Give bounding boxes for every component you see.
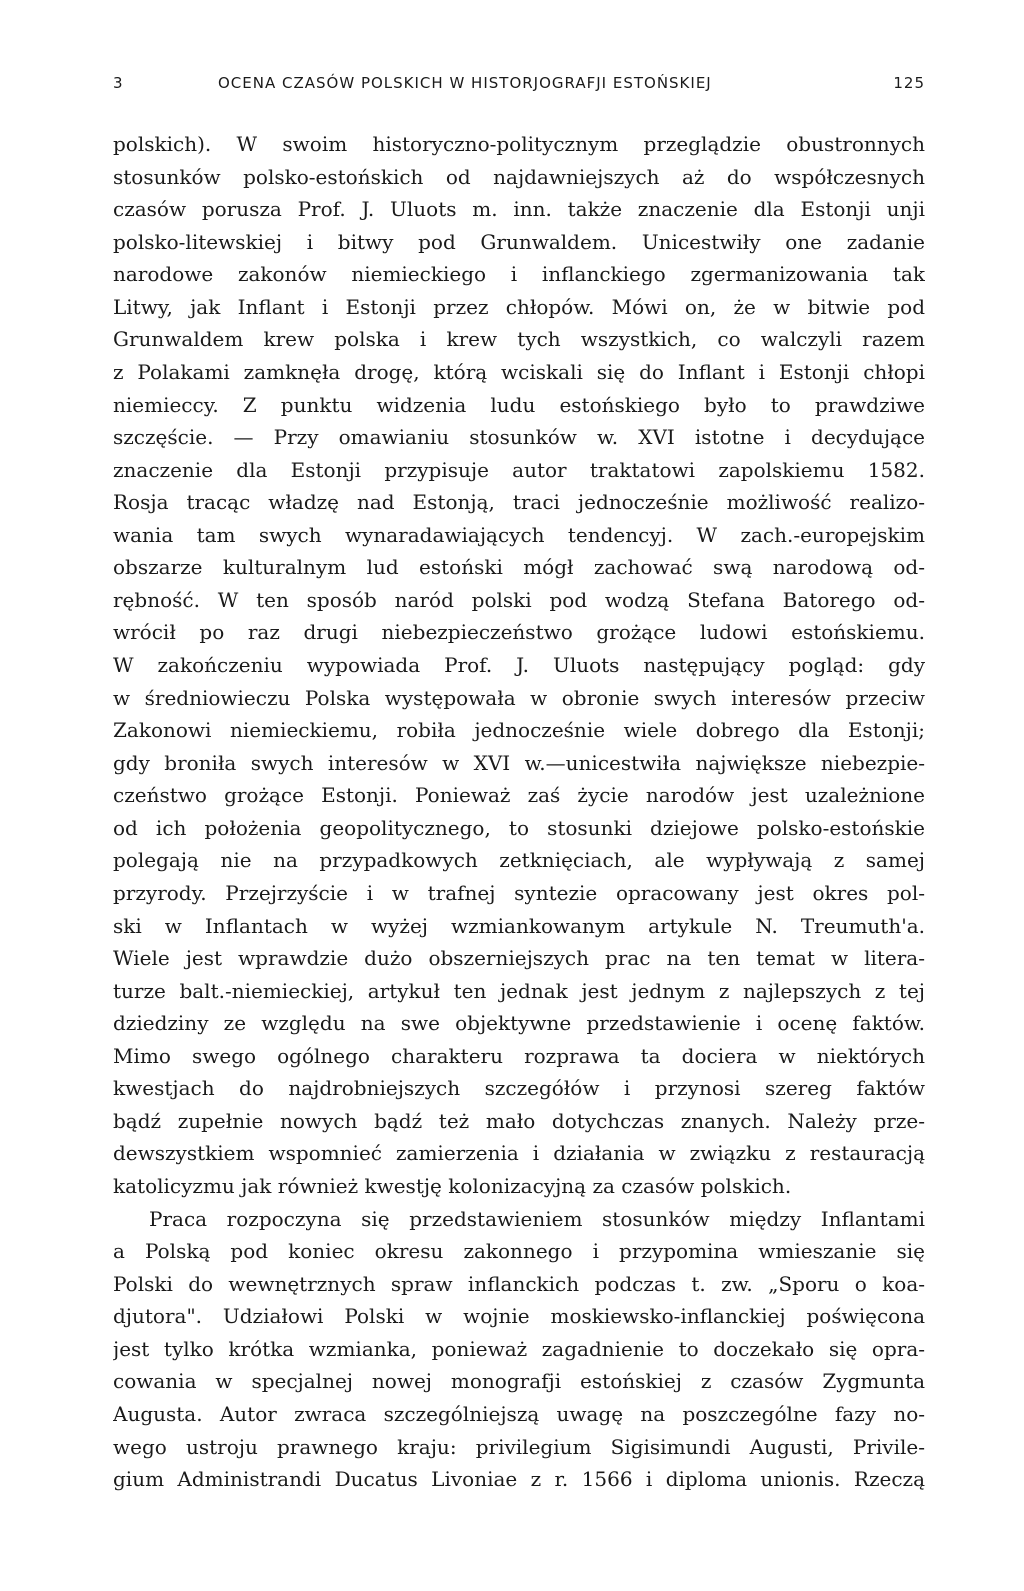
text-line: W zakończeniu wypowiada Prof. J. Uluots następujący pogląd: gdy	[113, 653, 925, 677]
text-line: od ich położenia geopolitycznego, to stosunki dziejowe polsko-estońskie	[113, 815, 925, 840]
text-line: z Polakami zamknęła drogę, którą wciskali się do Inflant i Estonji chłopi	[113, 359, 925, 384]
text-line: rębność. W ten sposób naród polski pod wodzą Stefana Batorego od-	[113, 587, 925, 612]
text-line: dziedziny ze względu na swe objektywne przedstawienie i ocenę faktów.	[113, 1011, 925, 1036]
body-text	[113, 128, 925, 1496]
text-line: ski w Inflantach w wyżej wzmiankowanym artykule N. Treumuth'a.	[113, 913, 925, 938]
text-line: Rosja tracąc władzę nad Estonją, traci jednocześnie możliwość realizo-	[113, 490, 925, 515]
text-line: niemieccy. Z punktu widzenia ludu estońskiego było to prawdziwe	[113, 392, 925, 417]
text-line: Litwy, jak Inflant i Estonji przez chłopów. Mówi on, że w bitwie pod	[113, 294, 925, 319]
text-line: znaczenie dla Estonji przypisuje autor traktatowi zapolskiemu 1582.	[113, 457, 925, 482]
text-line: djutora". Udziałowi Polski w wojnie moskiewsko-inflanckiej poświęcona	[113, 1304, 925, 1329]
page-number: 125	[893, 74, 925, 92]
text-line: w średniowieczu Polska występowała w obronie swych interesów przeciw	[113, 685, 925, 710]
signature-mark: 3	[113, 74, 124, 92]
text-line: wego ustroju prawnego kraju: privilegium Sigisimundi Augusti, Privile-	[113, 1434, 925, 1459]
text-line: czeństwo grożące Estonji. Ponieważ zaś życie narodów jest uzależnione	[113, 783, 925, 808]
text-line: katolicyzmu jak również kwestję kolonizacyjną za czasów polskich.	[113, 1174, 792, 1198]
text-line: czasów porusza Prof. J. Uluots m. inn. także znaczenie dla Estonji unji	[113, 197, 925, 222]
text-line: obszarze kulturalnym lud estoński mógł zachować swą narodową od-	[113, 555, 925, 580]
running-head	[113, 74, 925, 98]
text-line: polsko-litewskiej i bitwy pod Grunwaldem. Unicestwiły one zadanie	[113, 229, 925, 254]
text-line: dewszystkiem wspomnieć zamierzenia i działania w związku z restauracją	[113, 1141, 925, 1166]
text-line: Mimo swego ogólnego charakteru rozprawa ta dociera w niektórych	[113, 1043, 925, 1068]
text-line: stosunków polsko-estońskich od najdawniejszych aż do współczesnych	[113, 164, 925, 189]
text-line: jest tylko krótka wzmianka, ponieważ zagadnienie to doczekało się opra-	[113, 1336, 925, 1361]
text-line: cowania w specjalnej nowej monografji estońskiej z czasów Zygmunta	[113, 1369, 925, 1394]
paragraph	[113, 128, 925, 1203]
text-line: polegają nie na przypadkowych zetknięciach, ale wypływają z samej	[113, 848, 925, 873]
text-line: a Polską pod koniec okresu zakonnego i przypomina wmieszanie się	[113, 1239, 925, 1264]
text-line: przyrody. Przejrzyście i w trafnej syntezie opracowany jest okres pol-	[113, 880, 925, 905]
text-line: gdy broniła swych interesów w XVI w.—unicestwiła największe niebezpie-	[113, 750, 925, 775]
text-line: Zakonowi niemieckiemu, robiła jednocześnie wiele dobrego dla Estonji;	[113, 718, 925, 743]
text-line: narodowe zakonów niemieckiego i inflanckiego zgermanizowania tak	[113, 262, 925, 287]
text-line: Wiele jest wprawdzie dużo obszerniejszych prac na ten temat w litera-	[113, 946, 925, 971]
text-line: bądź zupełnie nowych bądź też mało dotychczas znanych. Należy prze-	[113, 1108, 925, 1133]
text-line: turze balt.-niemieckiej, artykuł ten jednak jest jednym z najlepszych z tej	[113, 978, 925, 1003]
text-line: Grunwaldem krew polska i krew tych wszystkich, co walczyli razem	[113, 327, 925, 352]
text-line: kwestjach do najdrobniejszych szczegółów i przynosi szereg faktów	[113, 1076, 925, 1101]
paragraph	[113, 1203, 925, 1496]
text-line: wrócił po raz drugi niebezpieczeństwo grożące ludowi estońskiemu.	[113, 620, 925, 645]
text-line: Praca rozpoczyna się przedstawieniem stosunków między Inflantami	[149, 1206, 925, 1231]
text-line: Polski do wewnętrznych spraw inflanckich podczas t. zw. „Sporu o koa-	[113, 1271, 925, 1296]
text-line: wania tam swych wynaradawiających tendencyj. W zach.-europejskim	[113, 522, 925, 547]
text-line: gium Administrandi Ducatus Livoniae z r. 1566 i diploma unionis. Rzeczą	[113, 1467, 925, 1492]
running-title: OCENA CZASÓW POLSKICH W HISTORJOGRAFJI ESTOŃSKIEJ	[218, 74, 712, 92]
text-line: Augusta. Autor zwraca szczególniejszą uwagę na poszczególne fazy no-	[113, 1401, 925, 1426]
text-line: polskich). W swoim historyczno-politycznym przeglądzie obustronnych	[113, 132, 925, 156]
text-line: szczęście. — Przy omawianiu stosunków w. XVI istotne i decydujące	[113, 425, 925, 450]
